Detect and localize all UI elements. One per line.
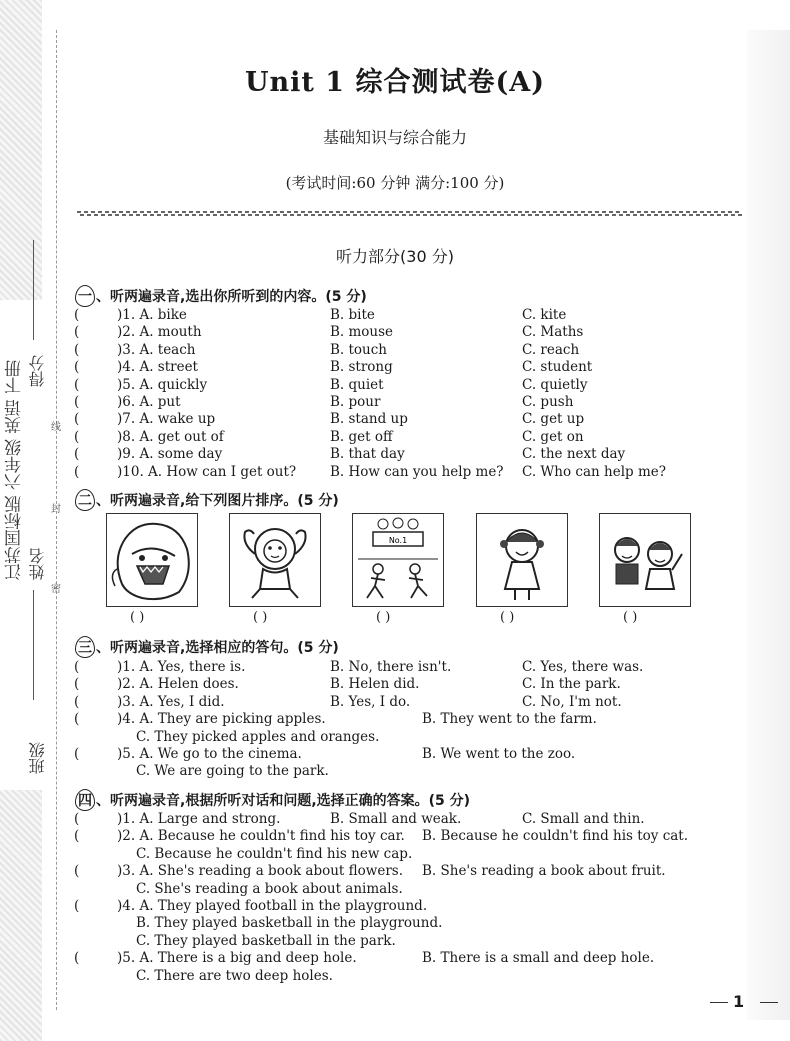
score-label: 得分: [28, 355, 47, 387]
option-b: B. strong: [330, 359, 393, 376]
lion-roar-illustration: [107, 514, 197, 606]
part-title: 听力部分(30 分): [336, 247, 454, 266]
answer-paren[interactable]: (: [74, 307, 80, 323]
answer-paren[interactable]: (: [74, 828, 80, 845]
option-a: )2. A. Because he couldn't find his toy car.: [117, 828, 405, 845]
children-illustration: [600, 514, 690, 606]
picture-smiling-girl: [476, 513, 568, 607]
answer-paren[interactable]: (: [74, 324, 80, 341]
answer-paren[interactable]: (: [74, 376, 80, 393]
svg-text:No.1: No.1: [388, 536, 408, 545]
picture-2-answer[interactable]: ( ): [253, 610, 268, 625]
section-1-number: 一: [75, 285, 95, 307]
picture-4-answer[interactable]: ( ): [500, 610, 515, 625]
answer-paren[interactable]: (: [74, 463, 80, 480]
section-2-number: 二: [75, 489, 95, 511]
answer-paren[interactable]: (: [74, 863, 80, 880]
answer-paren[interactable]: (: [74, 428, 80, 445]
picture-running-race: [352, 513, 444, 607]
divider-wavy-2: [77, 214, 742, 216]
section-2-text: 、听两遍录音,给下列图片排序。(5 分): [96, 493, 339, 509]
option-c: C. Maths: [522, 324, 584, 341]
page-number-line-right: [760, 1002, 778, 1003]
section-4-heading: [75, 789, 470, 811]
answer-paren[interactable]: (: [74, 711, 80, 728]
section-2-heading: [75, 489, 339, 511]
option-c: C. get up: [522, 411, 585, 428]
option-a: )10. A. How can I get out?: [117, 463, 297, 480]
option-b: B. Yes, I do.: [330, 693, 411, 710]
option-b: B. bite: [330, 307, 375, 323]
option-b: B. mouse: [330, 324, 394, 341]
name-underline: [33, 590, 34, 700]
section-3-text: 、听两遍录音,选择相应的答句。(5 分): [96, 640, 339, 656]
section-4-text: 、听两遍录音,根据所听对话和问题,选择正确的答案。(5 分): [96, 793, 471, 809]
option-a: B. They played basketball in the playground.: [136, 915, 443, 932]
option-a: )9. A. some day: [117, 446, 223, 463]
answer-paren[interactable]: (: [74, 746, 80, 762]
option-a: )3. A. Yes, I did.: [117, 693, 225, 710]
option-a: )8. A. get out of: [117, 428, 224, 445]
picture-3-answer[interactable]: ( ): [376, 610, 391, 625]
page-number: 1: [733, 992, 745, 1011]
option-a: C. She's reading a book about animals.: [136, 880, 403, 897]
exam-info: (考试时间:60 分钟 满分:100 分): [285, 174, 505, 192]
section-1-heading: [75, 285, 367, 307]
option-b: B. stand up: [330, 411, 408, 428]
answer-paren[interactable]: (: [74, 446, 80, 463]
lion-flexing-illustration: [230, 514, 320, 606]
option-c: C. Yes, there was.: [522, 659, 644, 675]
option-a: )5. A. quickly: [117, 376, 208, 393]
option-a: )4. A. They played football in the playground.: [117, 898, 428, 914]
cut-mark-2: 封: [51, 504, 61, 515]
option-c: C. quietly: [522, 376, 588, 393]
option-a: )6. A. put: [117, 394, 181, 410]
answer-paren[interactable]: (: [74, 359, 80, 376]
option-b: B. She's reading a book about fruit.: [422, 863, 666, 880]
option-b: B. Helen did.: [330, 676, 420, 693]
option-b: B. get off: [330, 428, 393, 445]
answer-paren[interactable]: (: [74, 898, 80, 914]
answer-paren[interactable]: (: [74, 676, 80, 693]
option-a: C. They picked apples and oranges.: [136, 728, 380, 745]
option-c: C. get on: [522, 428, 584, 445]
option-a: C. They played basketball in the park.: [136, 932, 396, 949]
option-b: B. How can you help me?: [330, 463, 504, 480]
option-b: B. They went to the farm.: [422, 711, 597, 728]
option-a: )7. A. wake up: [117, 411, 216, 428]
picture-two-children: [599, 513, 691, 607]
picture-5-answer[interactable]: ( ): [623, 610, 638, 625]
cut-mark-1: 线: [51, 422, 61, 433]
option-a: )5. A. We go to the cinema.: [117, 746, 302, 762]
answer-paren[interactable]: (: [74, 659, 80, 675]
answer-paren[interactable]: (: [74, 950, 80, 967]
grade-info: 江苏国标版 六年级 英语 下册: [5, 360, 25, 581]
option-a: )3. A. She's reading a book about flowers.: [117, 863, 403, 880]
girl-illustration: [477, 514, 567, 606]
option-b: B. No, there isn't.: [330, 659, 452, 675]
margin-pattern-bottom: [0, 790, 42, 1041]
answer-paren[interactable]: (: [74, 411, 80, 428]
picture-angry-lion: [106, 513, 198, 607]
option-a: )1. A. Yes, there is.: [117, 659, 246, 675]
cut-mark-3: 密: [51, 584, 61, 595]
option-a: C. We are going to the park.: [136, 763, 329, 780]
option-a: )4. A. They are picking apples.: [117, 711, 326, 728]
divider-wavy: [77, 211, 742, 213]
option-c: C. No, I'm not.: [522, 693, 622, 710]
picture-1-answer[interactable]: ( ): [130, 610, 145, 625]
option-b: B. Because he couldn't find his toy cat.: [422, 828, 689, 845]
option-b: B. touch: [330, 341, 388, 358]
page-subtitle: 基础知识与综合能力: [322, 128, 467, 147]
option-a: )3. A. teach: [117, 341, 196, 358]
option-a: C. There are two deep holes.: [136, 967, 333, 984]
section-4-number: 四: [75, 789, 95, 811]
name-label: 姓名: [28, 548, 47, 580]
answer-paren[interactable]: (: [74, 341, 80, 358]
picture-strong-lion: [229, 513, 321, 607]
option-a: )1. A. bike: [117, 307, 187, 323]
option-c: C. student: [522, 359, 593, 376]
option-a: )2. A. mouth: [117, 324, 202, 341]
option-a: C. Because he couldn't find his new cap.: [136, 845, 413, 862]
class-tick: [33, 620, 34, 621]
option-b: B. quiet: [330, 376, 384, 393]
option-b: B. that day: [330, 446, 405, 463]
option-a: )5. A. There is a big and deep hole.: [117, 950, 357, 967]
race-illustration: [353, 514, 443, 606]
option-c: C. Small and thin.: [522, 811, 645, 827]
option-c: C. reach: [522, 341, 580, 358]
section-3-number: 三: [75, 636, 95, 658]
answer-paren[interactable]: (: [74, 811, 80, 827]
option-a: )1. A. Large and strong.: [117, 811, 281, 827]
option-c: C. In the park.: [522, 676, 621, 693]
answer-paren[interactable]: (: [74, 394, 80, 410]
page-title: Unit 1 综合测试卷(A): [245, 67, 545, 98]
option-a: )2. A. Helen does.: [117, 676, 239, 693]
option-b: B. We went to the zoo.: [422, 746, 576, 762]
section-1-text: 、听两遍录音,选出你所听到的内容。(5 分): [96, 289, 367, 305]
option-c: C. Who can help me?: [522, 463, 666, 480]
option-c: C. push: [522, 394, 574, 410]
option-b: B. pour: [330, 394, 381, 410]
answer-paren[interactable]: (: [74, 693, 80, 710]
option-b: B. Small and weak.: [330, 811, 462, 827]
option-c: C. the next day: [522, 446, 626, 463]
option-c: C. kite: [522, 307, 567, 323]
page-number-line-left: [710, 1002, 728, 1003]
option-a: )4. A. street: [117, 359, 198, 376]
class-label: 班级: [28, 742, 47, 774]
option-b: B. There is a small and deep hole.: [422, 950, 655, 967]
section-3-heading: [75, 636, 339, 658]
binding-margin: [0, 0, 62, 1041]
